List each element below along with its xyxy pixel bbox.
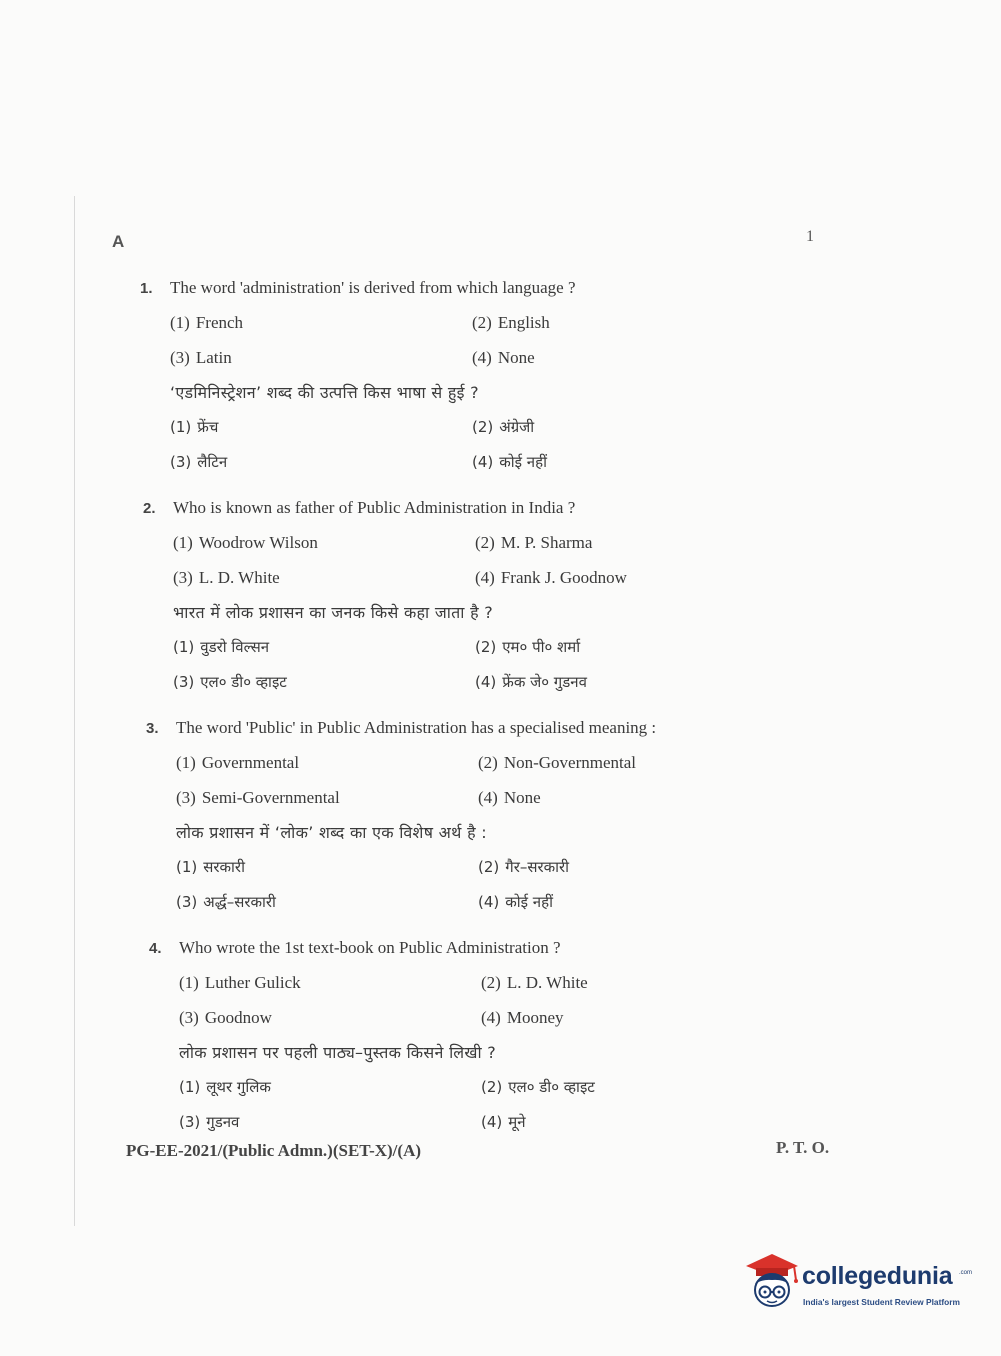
page-turn-over: P. T. O. xyxy=(776,1138,830,1157)
option-row xyxy=(146,780,866,815)
question-number: 1. xyxy=(140,280,153,297)
option-4: (4) None xyxy=(478,788,541,807)
question-text-en xyxy=(143,491,863,525)
brand-domain: .com xyxy=(959,1270,973,1276)
question-text-hi: भारत में लोक प्रशासन का जनक किसे कहा जाता है ? xyxy=(173,603,494,622)
option-3: (3) Goodnow xyxy=(179,1008,272,1027)
option-row-hi xyxy=(143,665,863,700)
option-row xyxy=(149,965,869,1000)
option-2: (2) L. D. White xyxy=(481,973,588,992)
mascot-logo-icon xyxy=(742,1248,800,1312)
option-2-hi: (2) गैर–सरकारी xyxy=(478,858,570,876)
question-text-en xyxy=(140,271,860,305)
page-margin-line xyxy=(74,196,75,1226)
option-1-hi: (1) सरकारी xyxy=(176,858,245,876)
question-statement: The word 'Public' in Public Administration has a specialised meaning : xyxy=(176,718,657,737)
question-statement: Who is known as father of Public Administration in India ? xyxy=(173,498,576,517)
option-row xyxy=(146,745,866,780)
question-text-en xyxy=(146,711,866,745)
option-row-hi xyxy=(146,850,866,885)
question-text-en xyxy=(149,931,869,965)
option-row-hi xyxy=(149,1105,869,1140)
option-row xyxy=(149,1000,869,1035)
option-4-hi: (4) फ्रेंक जे० गुडनव xyxy=(475,673,587,691)
option-4-hi: (4) कोई नहीं xyxy=(472,453,547,471)
option-row xyxy=(140,340,860,375)
question-text-hi: लोक प्रशासन में ‘लोक’ शब्द का एक विशेष अर्थ है : xyxy=(176,823,487,842)
option-1-hi: (1) फ्रेंच xyxy=(170,418,219,436)
option-row-hi xyxy=(146,885,866,920)
option-2-hi: (2) एल० डी० व्हाइट xyxy=(481,1078,595,1096)
option-row-hi xyxy=(143,630,863,665)
option-1: (1) Governmental xyxy=(176,753,300,772)
question-2 xyxy=(143,491,863,700)
collegedunia-brand xyxy=(742,1248,972,1312)
question-statement: Who wrote the 1st text-book on Public Administration ? xyxy=(179,938,561,957)
brand-name: collegedunia xyxy=(802,1262,953,1290)
page-number: 1 xyxy=(806,228,814,245)
option-3: (3) Semi-Governmental xyxy=(176,788,340,807)
option-row xyxy=(143,525,863,560)
question-number: 2. xyxy=(143,500,156,517)
option-4: (4) None xyxy=(472,348,535,367)
set-label: A xyxy=(112,232,125,251)
option-1: (1) Luther Gulick xyxy=(179,973,301,992)
option-1-hi: (1) वुडरो विल्सन xyxy=(173,638,270,656)
option-3-hi: (3) लैटिन xyxy=(170,453,228,471)
option-3-hi: (3) एल० डी० व्हाइट xyxy=(173,673,287,691)
option-2-hi: (2) एम० पी० शर्मा xyxy=(475,638,581,656)
option-1-hi: (1) लूथर गुलिक xyxy=(179,1078,271,1096)
option-3: (3) Latin xyxy=(170,348,232,367)
option-row-hi xyxy=(140,445,860,480)
option-1: (1) French xyxy=(170,313,244,332)
option-4-hi: (4) मूने xyxy=(481,1113,526,1131)
option-4-hi: (4) कोई नहीं xyxy=(478,893,553,911)
question-3 xyxy=(146,711,866,920)
option-row-hi xyxy=(149,1070,869,1105)
option-2-hi: (2) अंग्रेजी xyxy=(472,418,535,436)
option-2: (2) Non-Governmental xyxy=(478,753,637,772)
option-4: (4) Mooney xyxy=(481,1008,564,1027)
option-4: (4) Frank J. Goodnow xyxy=(475,568,627,587)
question-statement: The word 'administration' is derived from which language ? xyxy=(170,278,576,297)
question-number: 3. xyxy=(146,720,159,737)
brand-tagline: India's largest Student Review Platform xyxy=(803,1297,960,1307)
option-3-hi: (3) गुडनव xyxy=(179,1113,240,1131)
question-text-hi: लोक प्रशासन पर पहली पाठ्य–पुस्तक किसने लिखी ? xyxy=(179,1043,497,1062)
option-3: (3) L. D. White xyxy=(173,568,280,587)
option-1: (1) Woodrow Wilson xyxy=(173,533,318,552)
option-3-hi: (3) अर्द्ध–सरकारी xyxy=(176,893,276,911)
question-1 xyxy=(140,271,860,480)
question-number: 4. xyxy=(149,940,162,957)
question-text-hi: ‘एडमिनिस्ट्रेशन’ शब्द की उत्पत्ति किस भाषा से हुई ? xyxy=(170,383,479,402)
option-row-hi xyxy=(140,410,860,445)
option-row xyxy=(140,305,860,340)
question-4 xyxy=(149,931,869,1140)
option-2: (2) M. P. Sharma xyxy=(475,533,593,552)
option-row xyxy=(143,560,863,595)
paper-code: PG-EE-2021/(Public Admn.)(SET-X)/(A) xyxy=(126,1141,422,1160)
option-2: (2) English xyxy=(472,313,550,332)
